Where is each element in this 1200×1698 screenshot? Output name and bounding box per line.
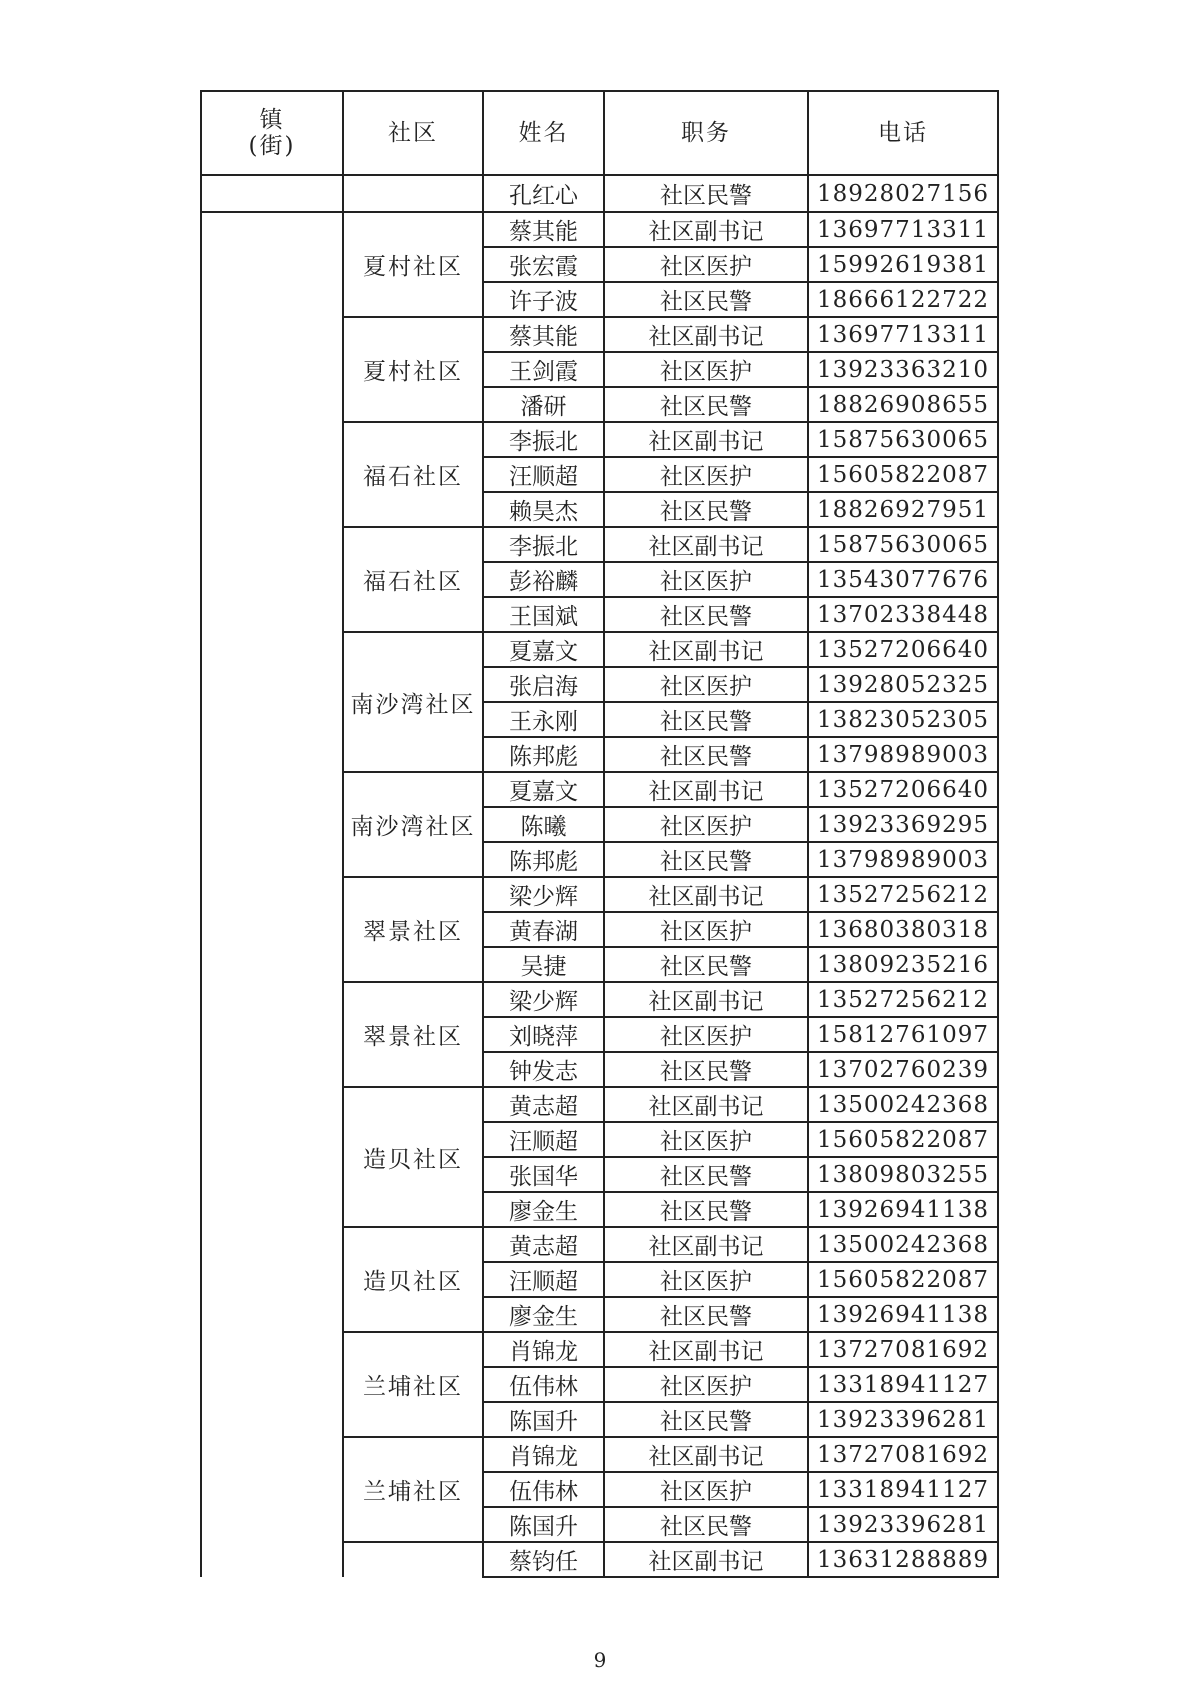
phone-cell: 13318941127 bbox=[808, 1472, 998, 1507]
phone-cell: 13527206640 bbox=[808, 772, 998, 807]
position-cell: 社区民警 bbox=[604, 842, 808, 877]
community-cell: 夏村社区 bbox=[343, 212, 483, 317]
phone-cell: 13923396281 bbox=[808, 1402, 998, 1437]
name-cell: 黄春湖 bbox=[483, 912, 604, 947]
position-cell: 社区民警 bbox=[604, 1052, 808, 1087]
position-cell: 社区民警 bbox=[604, 1192, 808, 1227]
phone-cell: 13926941138 bbox=[808, 1192, 998, 1227]
phone-cell: 13500242368 bbox=[808, 1087, 998, 1122]
name-cell: 赖昊杰 bbox=[483, 492, 604, 527]
phone-cell: 13318941127 bbox=[808, 1367, 998, 1402]
position-cell: 社区民警 bbox=[604, 947, 808, 982]
community-cell: 翠景社区 bbox=[343, 982, 483, 1087]
phone-cell: 13727081692 bbox=[808, 1332, 998, 1367]
name-cell: 汪顺超 bbox=[483, 457, 604, 492]
name-cell: 蔡钧任 bbox=[483, 1542, 604, 1577]
position-cell: 社区医护 bbox=[604, 1262, 808, 1297]
position-cell: 社区民警 bbox=[604, 702, 808, 737]
phone-cell: 13527256212 bbox=[808, 982, 998, 1017]
contact-table bbox=[200, 90, 999, 1578]
position-cell: 社区副书记 bbox=[604, 422, 808, 457]
community-cell: 翠景社区 bbox=[343, 877, 483, 982]
phone-cell: 15992619381 bbox=[808, 247, 998, 282]
community-cell: 南沙湾社区 bbox=[343, 772, 483, 877]
header-row bbox=[201, 91, 998, 175]
position-cell: 社区医护 bbox=[604, 667, 808, 702]
name-cell: 钟发志 bbox=[483, 1052, 604, 1087]
phone-cell: 13926941138 bbox=[808, 1297, 998, 1332]
community-cell: 兰埔社区 bbox=[343, 1437, 483, 1542]
name-cell: 陈曦 bbox=[483, 807, 604, 842]
name-cell: 汪顺超 bbox=[483, 1122, 604, 1157]
name-cell: 黄志超 bbox=[483, 1087, 604, 1122]
table-row bbox=[201, 212, 998, 247]
name-cell: 肖锦龙 bbox=[483, 1437, 604, 1472]
page-number: 9 bbox=[593, 1648, 607, 1672]
name-cell: 李振北 bbox=[483, 527, 604, 562]
community-cell: 福石社区 bbox=[343, 422, 483, 527]
position-cell: 社区民警 bbox=[604, 282, 808, 317]
header-community: 社区 bbox=[343, 91, 483, 175]
header-phone: 电话 bbox=[808, 91, 998, 175]
header-town-label: 镇 (街) bbox=[248, 106, 296, 159]
name-cell: 梁少辉 bbox=[483, 877, 604, 912]
position-cell: 社区民警 bbox=[604, 175, 808, 212]
phone-cell: 15875630065 bbox=[808, 527, 998, 562]
position-cell: 社区医护 bbox=[604, 247, 808, 282]
name-cell: 夏嘉文 bbox=[483, 772, 604, 807]
community-cell: 兰埔社区 bbox=[343, 1332, 483, 1437]
town-cell bbox=[201, 175, 343, 212]
phone-cell: 13680380318 bbox=[808, 912, 998, 947]
name-cell: 陈邦彪 bbox=[483, 737, 604, 772]
phone-cell: 13809803255 bbox=[808, 1157, 998, 1192]
name-cell: 李振北 bbox=[483, 422, 604, 457]
phone-cell: 13500242368 bbox=[808, 1227, 998, 1262]
phone-cell: 15605822087 bbox=[808, 457, 998, 492]
position-cell: 社区副书记 bbox=[604, 527, 808, 562]
phone-cell: 15605822087 bbox=[808, 1262, 998, 1297]
phone-cell: 18826908655 bbox=[808, 387, 998, 422]
position-cell: 社区民警 bbox=[604, 387, 808, 422]
phone-cell: 13697713311 bbox=[808, 212, 998, 247]
name-cell: 蔡其能 bbox=[483, 317, 604, 352]
position-cell: 社区医护 bbox=[604, 1122, 808, 1157]
phone-cell: 13697713311 bbox=[808, 317, 998, 352]
phone-cell: 13923369295 bbox=[808, 807, 998, 842]
position-cell: 社区民警 bbox=[604, 492, 808, 527]
phone-cell: 13727081692 bbox=[808, 1437, 998, 1472]
table-body bbox=[201, 175, 998, 1577]
phone-cell: 13923363210 bbox=[808, 352, 998, 387]
position-cell: 社区副书记 bbox=[604, 982, 808, 1017]
name-cell: 伍伟林 bbox=[483, 1472, 604, 1507]
phone-cell: 18928027156 bbox=[808, 175, 998, 212]
name-cell: 夏嘉文 bbox=[483, 632, 604, 667]
name-cell: 汪顺超 bbox=[483, 1262, 604, 1297]
position-cell: 社区副书记 bbox=[604, 772, 808, 807]
name-cell: 刘晓萍 bbox=[483, 1017, 604, 1052]
name-cell: 张宏霞 bbox=[483, 247, 604, 282]
name-cell: 梁少辉 bbox=[483, 982, 604, 1017]
position-cell: 社区医护 bbox=[604, 562, 808, 597]
phone-cell: 18666122722 bbox=[808, 282, 998, 317]
phone-cell: 15875630065 bbox=[808, 422, 998, 457]
phone-cell: 13527206640 bbox=[808, 632, 998, 667]
position-cell: 社区民警 bbox=[604, 1157, 808, 1192]
phone-cell: 13702338448 bbox=[808, 597, 998, 632]
position-cell: 社区副书记 bbox=[604, 1227, 808, 1262]
name-cell: 潘研 bbox=[483, 387, 604, 422]
phone-cell: 13798989003 bbox=[808, 737, 998, 772]
phone-cell: 13702760239 bbox=[808, 1052, 998, 1087]
community-cell: 造贝社区 bbox=[343, 1087, 483, 1227]
position-cell: 社区民警 bbox=[604, 1402, 808, 1437]
name-cell: 陈国升 bbox=[483, 1507, 604, 1542]
community-cell: 夏村社区 bbox=[343, 317, 483, 422]
name-cell: 肖锦龙 bbox=[483, 1332, 604, 1367]
header-name: 姓名 bbox=[483, 91, 604, 175]
phone-cell: 13928052325 bbox=[808, 667, 998, 702]
phone-cell: 15812761097 bbox=[808, 1017, 998, 1052]
name-cell: 王剑霞 bbox=[483, 352, 604, 387]
name-cell: 陈邦彪 bbox=[483, 842, 604, 877]
town-cell bbox=[201, 212, 343, 1577]
position-cell: 社区医护 bbox=[604, 352, 808, 387]
phone-cell: 18826927951 bbox=[808, 492, 998, 527]
position-cell: 社区医护 bbox=[604, 1017, 808, 1052]
phone-cell: 13543077676 bbox=[808, 562, 998, 597]
name-cell: 王国斌 bbox=[483, 597, 604, 632]
name-cell: 彭裕麟 bbox=[483, 562, 604, 597]
name-cell: 陈国升 bbox=[483, 1402, 604, 1437]
name-cell: 孔红心 bbox=[483, 175, 604, 212]
community-cell bbox=[343, 1542, 483, 1577]
position-cell: 社区副书记 bbox=[604, 212, 808, 247]
position-cell: 社区民警 bbox=[604, 1507, 808, 1542]
position-cell: 社区医护 bbox=[604, 457, 808, 492]
header-town bbox=[201, 91, 343, 175]
position-cell: 社区医护 bbox=[604, 1472, 808, 1507]
name-cell: 王永刚 bbox=[483, 702, 604, 737]
name-cell: 张国华 bbox=[483, 1157, 604, 1192]
header-position: 职务 bbox=[604, 91, 808, 175]
name-cell: 蔡其能 bbox=[483, 212, 604, 247]
position-cell: 社区民警 bbox=[604, 597, 808, 632]
community-cell: 福石社区 bbox=[343, 527, 483, 632]
position-cell: 社区副书记 bbox=[604, 877, 808, 912]
phone-cell: 13798989003 bbox=[808, 842, 998, 877]
name-cell: 许子波 bbox=[483, 282, 604, 317]
phone-cell: 13923396281 bbox=[808, 1507, 998, 1542]
position-cell: 社区副书记 bbox=[604, 317, 808, 352]
phone-cell: 13527256212 bbox=[808, 877, 998, 912]
position-cell: 社区副书记 bbox=[604, 1332, 808, 1367]
position-cell: 社区副书记 bbox=[604, 632, 808, 667]
community-cell: 南沙湾社区 bbox=[343, 632, 483, 772]
name-cell: 张启海 bbox=[483, 667, 604, 702]
position-cell: 社区副书记 bbox=[604, 1542, 808, 1577]
phone-cell: 13809235216 bbox=[808, 947, 998, 982]
name-cell: 廖金生 bbox=[483, 1297, 604, 1332]
position-cell: 社区医护 bbox=[604, 807, 808, 842]
name-cell: 吴捷 bbox=[483, 947, 604, 982]
community-cell: 造贝社区 bbox=[343, 1227, 483, 1332]
position-cell: 社区副书记 bbox=[604, 1087, 808, 1122]
position-cell: 社区副书记 bbox=[604, 1437, 808, 1472]
position-cell: 社区医护 bbox=[604, 912, 808, 947]
name-cell: 廖金生 bbox=[483, 1192, 604, 1227]
position-cell: 社区民警 bbox=[604, 737, 808, 772]
name-cell: 黄志超 bbox=[483, 1227, 604, 1262]
position-cell: 社区民警 bbox=[604, 1297, 808, 1332]
phone-cell: 13631288889 bbox=[808, 1542, 998, 1577]
position-cell: 社区医护 bbox=[604, 1367, 808, 1402]
community-cell bbox=[343, 175, 483, 212]
name-cell: 伍伟林 bbox=[483, 1367, 604, 1402]
table-row bbox=[201, 175, 998, 212]
phone-cell: 15605822087 bbox=[808, 1122, 998, 1157]
phone-cell: 13823052305 bbox=[808, 702, 998, 737]
